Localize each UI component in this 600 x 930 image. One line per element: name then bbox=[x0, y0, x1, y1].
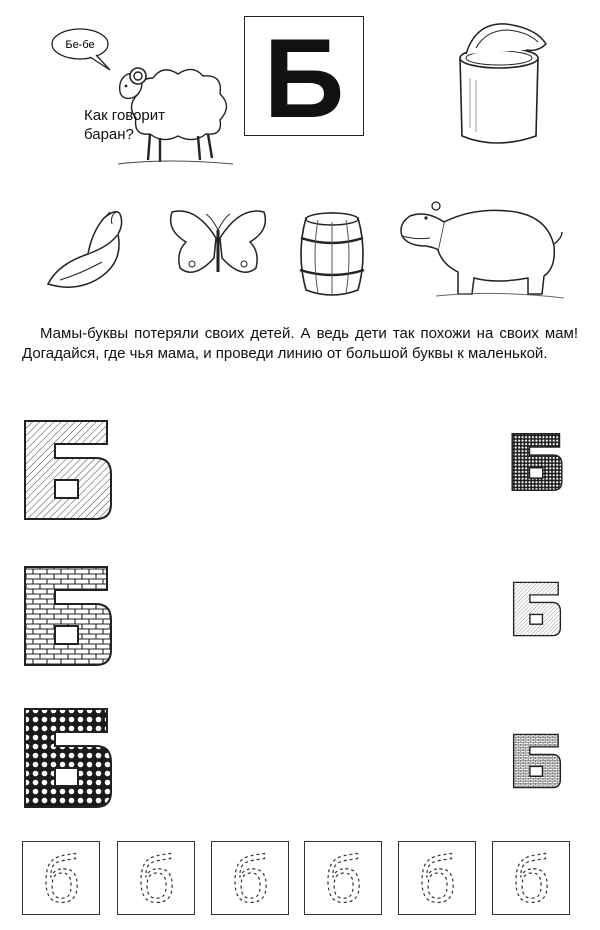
big-letter-hatched[interactable] bbox=[22, 418, 114, 522]
trace-letter-shape bbox=[118, 842, 194, 914]
sheep-question: Как говорит баран? bbox=[84, 107, 166, 143]
banana-illustration bbox=[40, 204, 132, 296]
trace-letter-shape bbox=[493, 842, 569, 914]
featured-letter-shape bbox=[245, 17, 363, 135]
trace-cell[interactable] bbox=[211, 841, 289, 915]
trace-letter-shape bbox=[23, 842, 99, 914]
featured-letter: Б bbox=[263, 17, 345, 135]
bubble-text: Бе-бе bbox=[65, 39, 95, 51]
tin-can-illustration bbox=[446, 18, 556, 150]
instruction-text: Мамы-буквы потеряли своих детей. А ведь дети так похожи на своих мам! Догадайся, где чья мама, и проведи линию от большой буквы к маленькой. bbox=[22, 325, 578, 362]
trace-cell[interactable] bbox=[22, 841, 100, 915]
trace-cell[interactable] bbox=[398, 841, 476, 915]
trace-letter-shape bbox=[212, 842, 288, 914]
barrel-illustration bbox=[296, 208, 368, 300]
trace-letter: б bbox=[137, 842, 175, 914]
trace-letter: б bbox=[324, 842, 362, 914]
big-letter-circles[interactable] bbox=[22, 706, 114, 810]
trace-letter-shape bbox=[399, 842, 475, 914]
trace-letter: б bbox=[231, 842, 269, 914]
trace-cell[interactable] bbox=[304, 841, 382, 915]
butterfly-illustration bbox=[166, 206, 270, 286]
trace-letter: б bbox=[418, 842, 456, 914]
small-letter-brick[interactable] bbox=[512, 732, 562, 790]
big-letter-brick[interactable] bbox=[22, 564, 114, 668]
trace-letter-shape bbox=[305, 842, 381, 914]
small-letter-hatched[interactable] bbox=[512, 580, 562, 638]
trace-cell[interactable] bbox=[492, 841, 570, 915]
trace-letter: б bbox=[42, 842, 80, 914]
small-letter-circles[interactable] bbox=[510, 432, 564, 492]
trace-cell[interactable] bbox=[117, 841, 195, 915]
trace-letter: б bbox=[512, 842, 550, 914]
featured-letter-box bbox=[244, 16, 364, 136]
hippo-illustration bbox=[396, 192, 566, 302]
